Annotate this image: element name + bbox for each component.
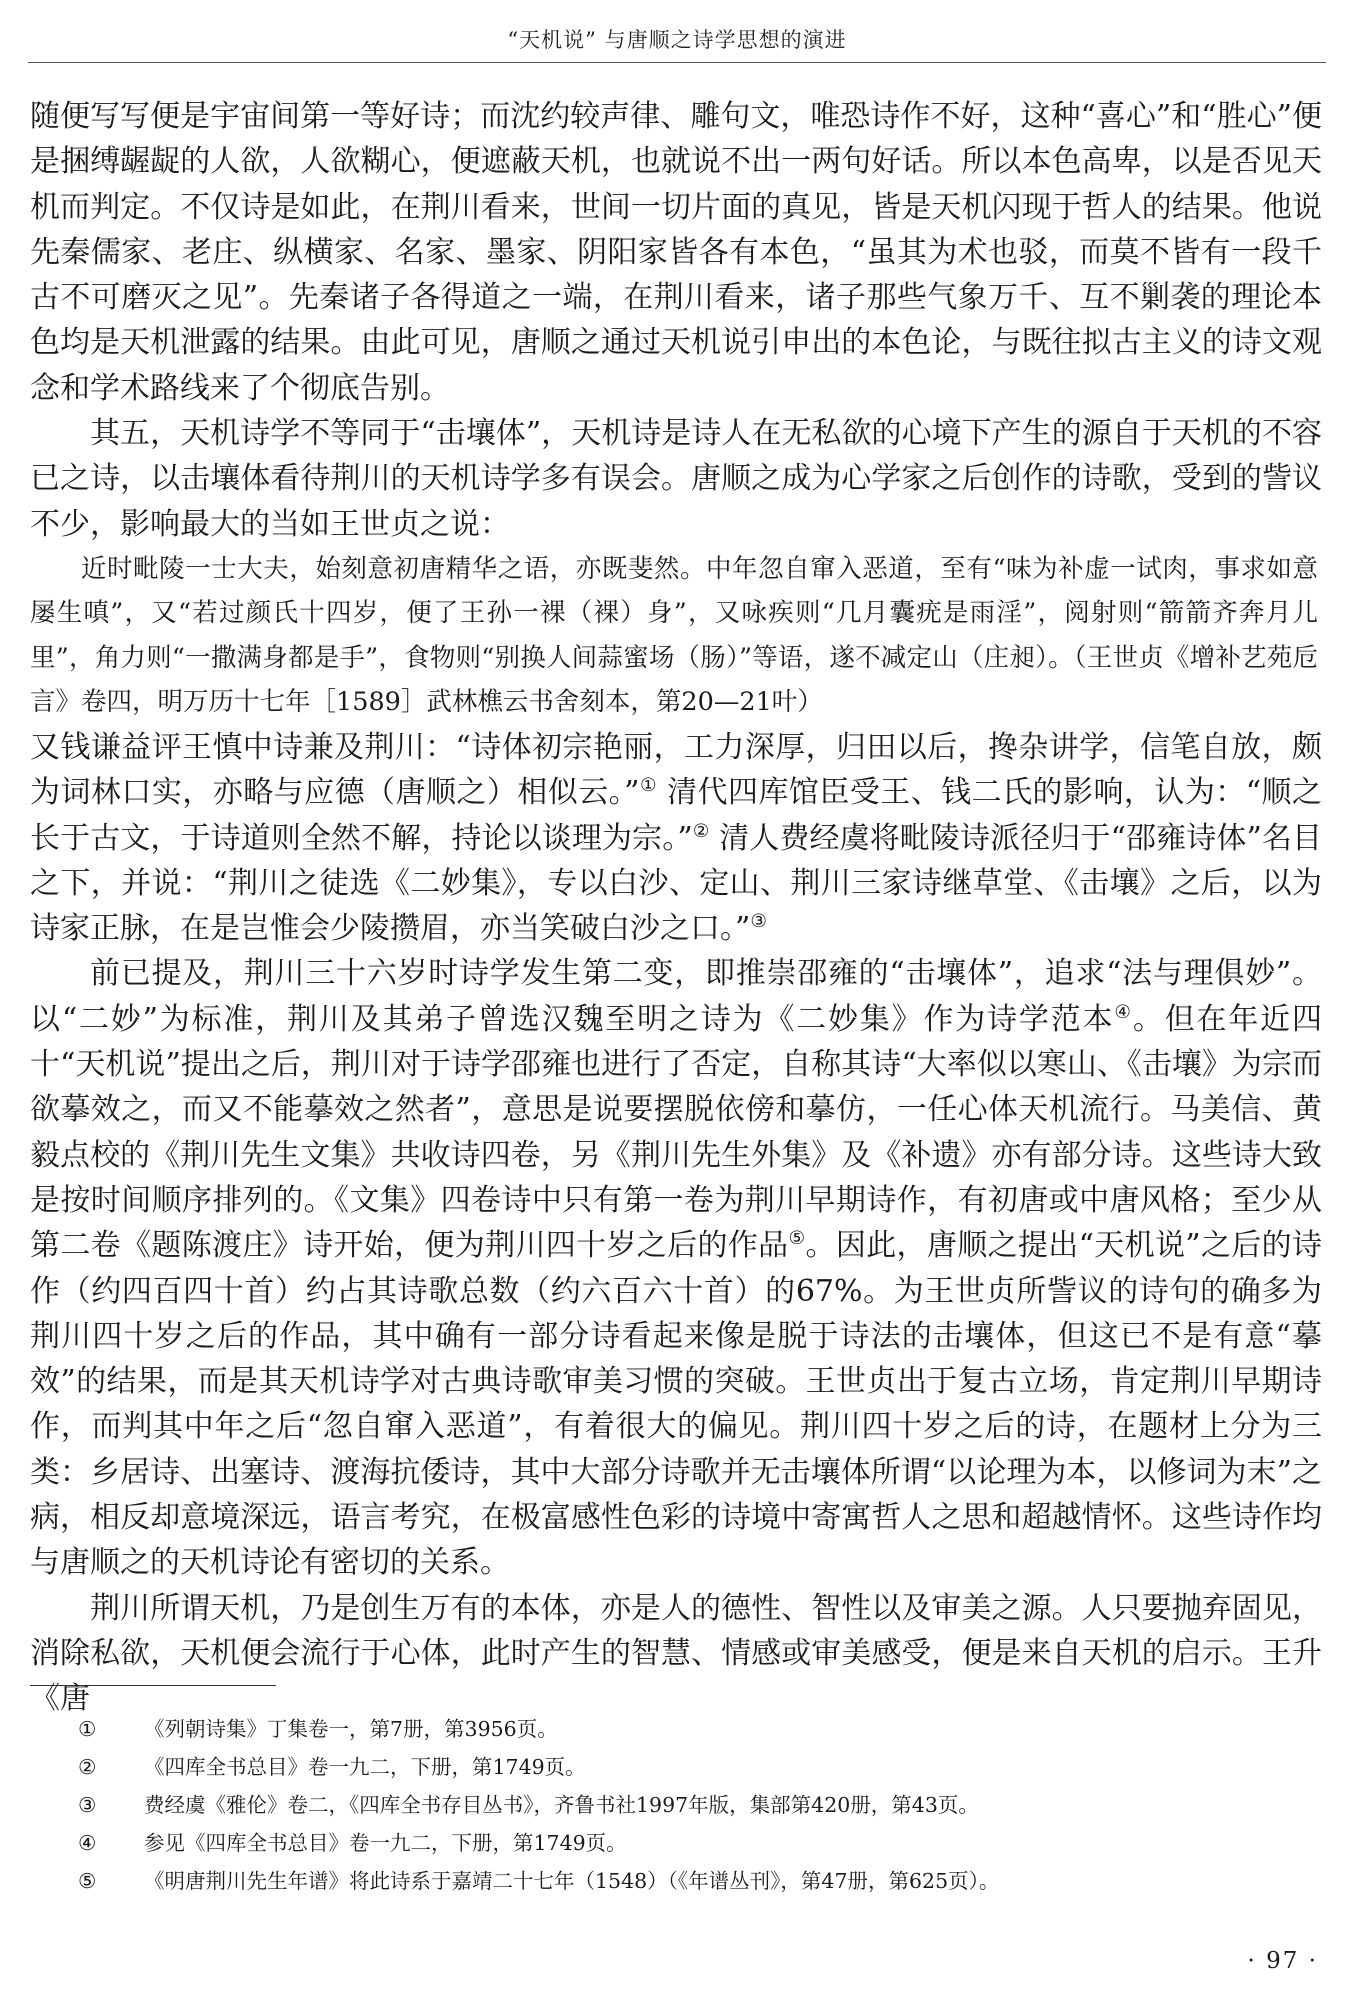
- footnote-number: ⑤: [78, 1869, 97, 1893]
- paragraph-3-text-a: 又钱谦益评王慎中诗兼及荆川：“诗体初宗艳丽，工力深厚，归田以后，搀杂讲学，信笔自放，颇为词林口实，亦略与应德（唐顺之）相似云。”: [30, 729, 1322, 811]
- header-rule: [28, 62, 1326, 63]
- footnote-text: 《四库全书总目》卷一九二，下册，第1749页。: [144, 1755, 586, 1779]
- paragraph-1: 随便写写便是宇宙间第一等好诗；而沈约较声律、雕句文，唯恐诗作不好，这种“喜心”和“胜心”便是捆缚龌龊的人欲，人欲糊心，便遮蔽天机，也就说不出一两句好话。所以本色高卑，以是否见天机而判定。不仅诗是如此，在荆川看来，世间一切片面的真见，皆是天机闪现于哲人的结果。他说先秦儒家、老庄、纵横家、名家、墨家、阴阳家皆各有本色，“虽其为术也驳，而莫不皆有一段千古不可磨灭之见”。先秦诸子各得道之一端，在荆川看来，诸子那些气象万千、互不剿袭的理论本色均是天机泄露的结果。由此可见，唐顺之通过天机说引申出的本色论，与既往拟古主义的诗文观念和学术路线来了个彻底告别。: [30, 99, 1322, 406]
- paragraph-4: [30, 951, 1322, 1585]
- running-head-title: “天机说” 与唐顺之诗学思想的演进: [507, 28, 847, 52]
- paragraph-3-text-c: 清人费经虞将毗陵诗派径归于“邵雍诗体”名目之下，并说：“荆川之徒选《二妙集》，专以白沙、定山、荆川三家诗继草堂、《击壤》之后，以为诗家正脉，在是岂惟会少陵攒眉，亦当笑破白沙之口。”: [30, 820, 1322, 947]
- footnote-5: [30, 1862, 1322, 1900]
- footnote-1: [30, 1710, 1322, 1748]
- footnote-text: 费经虞《雅伦》卷二，《四库全书存目丛书》，齐鲁书社1997年版，集部第420册，第43页。: [144, 1793, 979, 1817]
- footnote-ref-3[interactable]: ③: [750, 911, 768, 932]
- paragraph-3: [30, 725, 1322, 951]
- footnote-4: [30, 1824, 1322, 1862]
- paragraph-4-text-c: 。因此，唐顺之提出“天机说”之后的诗作（约四百四十首）约占其诗歌总数（约六百六十首）的67%。为王世贞所訾议的诗句的确多为荆川四十岁之后的作品，其中确有一部分诗看起来像是脱于诗法的击壤体，但这已不是有意“摹效”的结果，而是其天机诗学对古典诗歌审美习惯的突破。王世贞出于复古立场，肯定荆川早期诗作，而判其中年之后“忽自窜入恶道”，有着很大的偏见。荆川四十岁之后的诗，在题材上分为三类：乡居诗、出塞诗、渡海抗倭诗，其中大部分诗歌并无击壤体所谓“以论理为本，以修词为末”之病，相反却意境深远，语言考究，在极富感性色彩的诗境中寄寓哲人之思和超越情怀。这些诗作均与唐顺之的天机诗论有密切的关系。: [30, 1228, 1322, 1581]
- page-number: · 97 ·: [1247, 1948, 1318, 1974]
- footnote-number: ②: [78, 1755, 97, 1779]
- footnote-ref-5[interactable]: ⑤: [788, 1228, 806, 1250]
- paragraph-5: 荆川所谓天机，乃是创生万有的本体，亦是人的德性、智性以及审美之源。人只要抛弃固见，消除私欲，天机便会流行于心体，此时产生的智慧、情感或审美感受，便是来自天机的启示。王升《唐: [30, 1590, 1322, 1717]
- footnote-ref-4[interactable]: ④: [1114, 1001, 1133, 1023]
- body-text: [30, 94, 1322, 1722]
- footnote-number: ④: [78, 1831, 97, 1855]
- block-quote: 近时毗陵一士大夫，始刻意初唐精华之语，亦既斐然。中年忽自窜入恶道，至有“味为补虚一试肉，事求如意屡生嗔”，又“若过颜氏十四岁，便了王孙一裸（裸）身”，又咏疾则“几月囊疣是雨淫”，阅射则“箭箭齐奔月儿里”，角力则“一撒满身都是手”，食物则“别换人间蒜蜜场（肠）”等语，遂不减定山（庄昶）。（王世贞《增补艺苑卮言》卷四，明万历十七年［1589］武林樵云书舍刻本，第20—21叶）: [30, 553, 1318, 718]
- footnote-ref-1[interactable]: ①: [639, 775, 658, 797]
- footnote-3: [30, 1786, 1322, 1824]
- footnote-number: ①: [78, 1717, 97, 1741]
- footnote-number: ③: [78, 1793, 97, 1817]
- paragraph-2: 其五，天机诗学不等同于“击壤体”，天机诗是诗人在无私欲的心境下产生的源自于天机的不容已之诗，以击壤体看待荆川的天机诗学多有误会。唐顺之成为心学家之后创作的诗歌，受到的訾议不少，影响最大的当如王世贞之说：: [30, 416, 1322, 542]
- footnote-2: [30, 1748, 1322, 1786]
- paragraph-4-text-a: 前已提及，荆川三十六岁时诗学发生第二变，即推崇邵雍的“击壤体”，追求“法与理俱妙”。以“二妙”为标准，荆川及其弟子曾选汉魏至明之诗为《二妙集》作为诗学范本: [30, 956, 1322, 1037]
- footnote-rule: [30, 1685, 276, 1686]
- footnote-text: 《明唐荆川先生年谱》将此诗系于嘉靖二十七年（1548）（《年谱丛刊》，第47册，第625页）。: [144, 1869, 1000, 1893]
- paragraph-4-text-b: 。但在年近四十“天机说”提出之后，荆川对于诗学邵雍也进行了否定，自称其诗“大率似以寒山、《击壤》为宗而欲摹效之，而又不能摹效之然者”，意思是说要摆脱依傍和摹仿，一任心体天机流行。马美信、黄毅点校的《荆川先生文集》共收诗四卷，另《荆川先生外集》及《补遗》亦有部分诗。这些诗大致是按时间顺序排列的。《文集》四卷诗中只有第一卷为荆川早期诗作，有初唐或中唐风格；至少从第二卷《题陈渡庄》诗开始，便为荆川四十岁之后的作品: [30, 1001, 1322, 1264]
- footnote-ref-2[interactable]: ②: [692, 820, 710, 842]
- footnote-text: 《列朝诗集》丁集卷一，第7册，第3956页。: [144, 1717, 558, 1741]
- footnote-text: 参见《四库全书总目》卷一九二，下册，第1749页。: [144, 1831, 627, 1855]
- paragraph-3-text-b: 清代四库馆臣受王、钱二氏的影响，认为：“顺之长于古文，于诗道则全然不解，持论以谈理为宗。”: [30, 775, 1323, 856]
- footnotes: [30, 1710, 1322, 1900]
